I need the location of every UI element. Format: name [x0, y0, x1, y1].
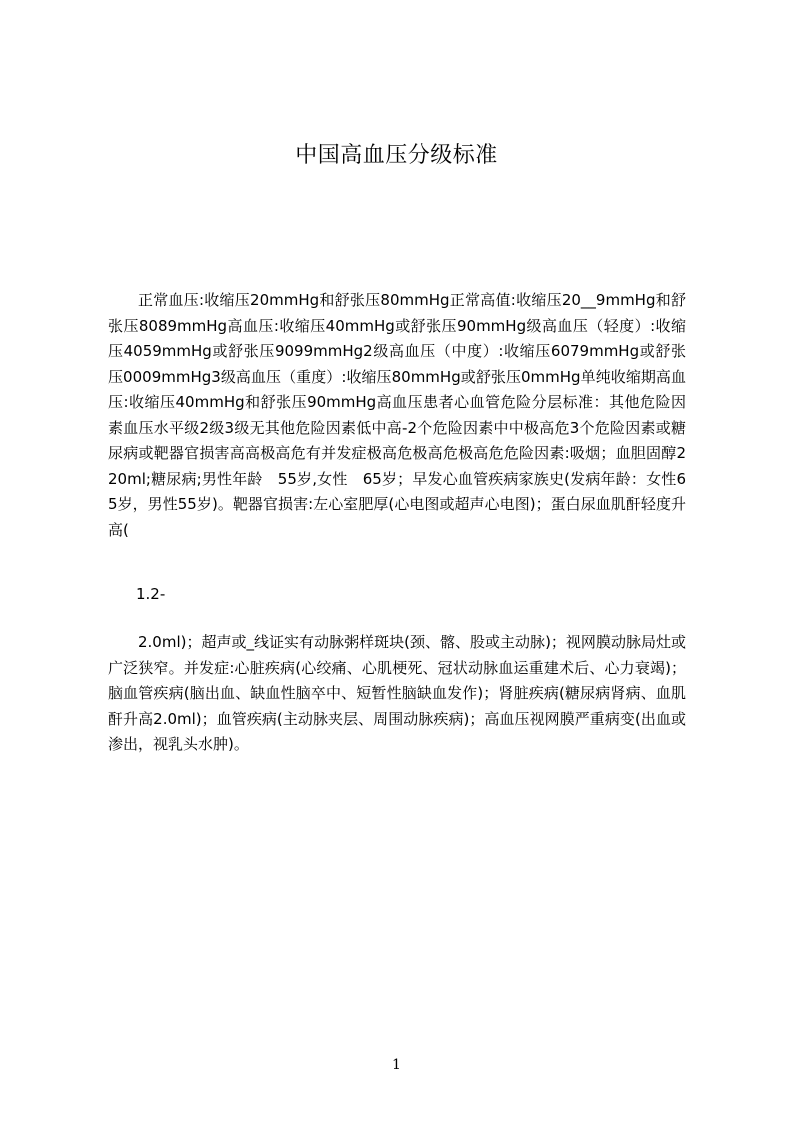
body-paragraph-1: 正常血压:收缩压20mmHg和舒张压80mmHg正常高值:收缩压20__9mmHg和舒张压8089mmHg高血压:收缩压40mmHg或舒张压90mmHg级高血压（轻度）:收缩压4059mmHg或舒张压9099mmHg2级高血压（中度）:收缩压6079mmHg或舒张压0009mmHg3级高血压（重度）:收缩压80mmHg或舒张压0mmHg单纯收缩期高血压:收缩压40mmHg和舒张压90mmHg高血压患者心血管危险分层标准：其他危险因素血压水平级2级3级无其他危险因素低中高-2个危险因素中中极高危3个危险因素或糖尿病或靶器官损害高高极高危有并发症极高危极高危极高危危险因素:吸烟；血胆固醇220ml;糖尿病;男性年龄 55岁,女性 65岁；早发心血管疾病家族史(发病年龄：女性65岁，男性55岁)。靶器官损害:左心室肥厚(心电图或超声心电图)；蛋白尿血肌酐轻度升高( — [108, 291, 686, 539]
body-paragraph-3: 2.0ml)；超声或_线证实有动脉粥样斑块(颈、髂、股或主动脉)；视网膜动脉局灶或广泛狭窄。并发症:心脏疾病(心绞痛、心肌梗死、冠状动脉血运重建术后、心力衰竭)；脑血管疾病(脑出血、缺血性脑卒中、短暂性脑缺血发作)；肾脏疾病(糖尿病肾病、血肌酐升高2.0ml)；血管疾病(主动脉夹层、周围动脉疾病)；高血压视网膜严重病变(出血或渗出，视乳头水肿)。 — [108, 633, 686, 753]
document-title: 中国高血压分级标准 — [295, 143, 498, 168]
body-paragraph-2: 1.2- — [136, 585, 166, 603]
page-number: 1 — [392, 1057, 401, 1073]
